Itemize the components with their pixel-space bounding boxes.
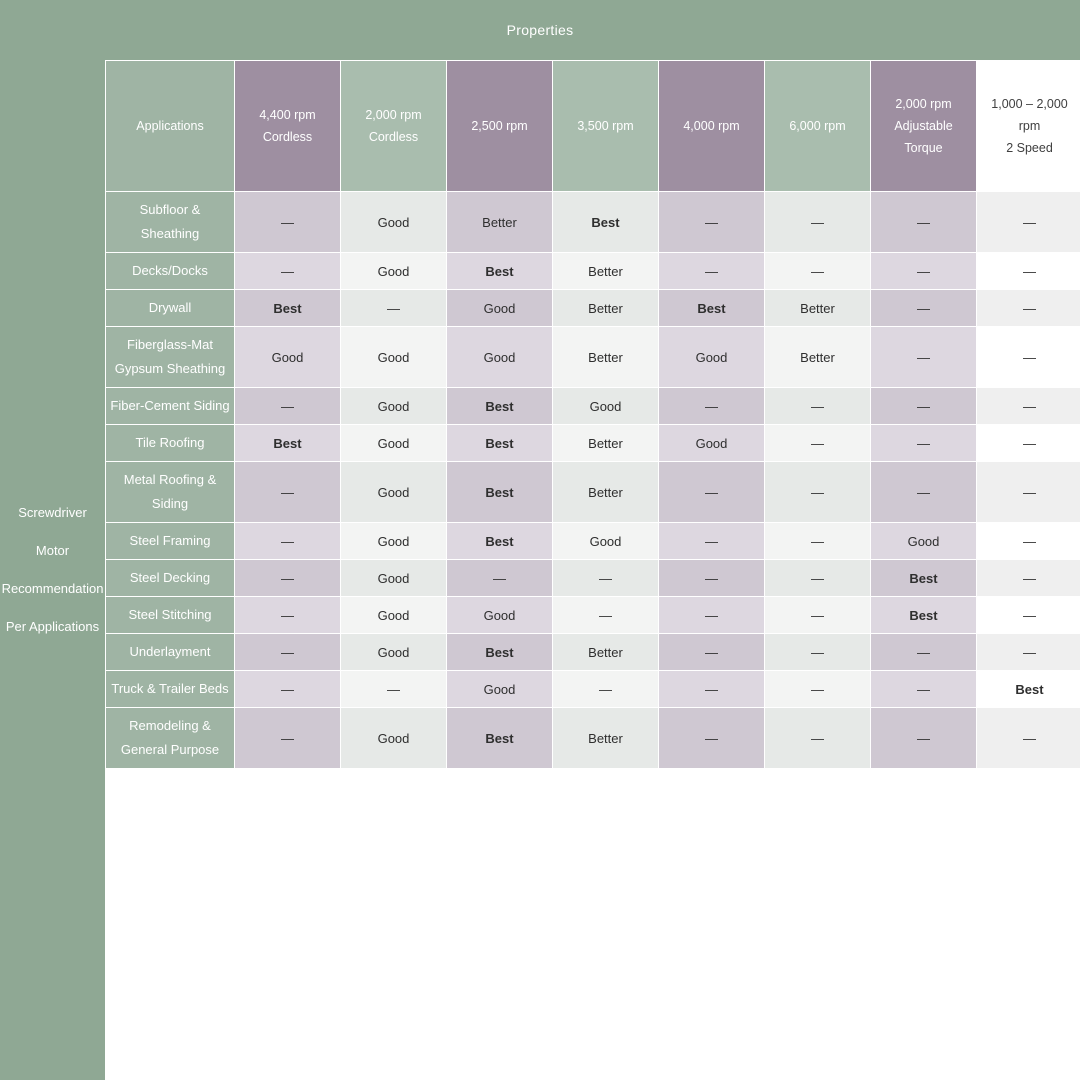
table-row [106,253,1080,290]
rating-value: — [599,570,612,586]
column-header-line: 4,400 rpm [259,108,316,122]
rating-value: — [811,533,824,549]
rating-value: — [705,214,718,230]
rating-value: — [705,681,718,697]
rating-value: Better [588,730,623,746]
rating-cell [235,708,341,769]
rating-cell [553,290,659,327]
rating-cell [871,462,977,523]
rating-value: — [281,214,294,230]
rating-cell [553,560,659,597]
rating-value: Best [485,730,514,746]
side-label-text: Screwdriver Motor Recommendation Per Applications [1,505,104,634]
rating-cell [871,597,977,634]
rating-value: — [705,533,718,549]
rating-cell [341,388,447,425]
rating-value: — [281,398,294,414]
rating-cell [765,425,871,462]
rating-cell [977,192,1080,253]
rating-value: — [599,681,612,697]
rating-cell [977,388,1080,425]
rating-cell [341,560,447,597]
rating-value: — [917,681,930,697]
rating-value: Best [697,300,726,316]
rating-value: Good [589,398,622,414]
rating-value: Good [483,607,516,623]
rating-value: — [281,607,294,623]
rating-cell [341,462,447,523]
rating-value: Best [909,570,938,586]
rating-value: Good [377,349,410,365]
table-body [106,192,1080,769]
rating-value: — [1023,484,1036,500]
table-row [106,462,1080,523]
rating-cell [553,597,659,634]
rating-value: — [387,300,400,316]
rating-value: — [917,398,930,414]
rating-value: Good [695,349,728,365]
row-label: Steel Stitching [106,597,235,634]
rating-cell [553,327,659,388]
rating-cell [447,523,553,560]
rating-value: — [917,730,930,746]
rating-cell [871,253,977,290]
rating-value: — [281,681,294,697]
applications-header: Applications [106,61,235,192]
rating-value: Better [588,484,623,500]
row-label: Drywall [106,290,235,327]
side-label [0,60,105,1080]
rating-value: — [705,644,718,660]
rating-cell [659,597,765,634]
rating-value: — [1023,263,1036,279]
rating-cell [765,523,871,560]
rating-cell [659,425,765,462]
rating-value: — [705,398,718,414]
rating-cell [341,597,447,634]
rating-value: Best [273,435,302,451]
column-header-6 [765,61,871,192]
table-row [106,290,1080,327]
rating-cell [447,327,553,388]
table-head [106,61,1080,192]
row-label: Steel Framing [106,523,235,560]
matrix-body [0,60,1080,1080]
rating-value: — [811,644,824,660]
rating-cell [447,560,553,597]
table-row [106,327,1080,388]
column-header-line: 3,500 rpm [577,119,634,133]
rating-value: — [1023,349,1036,365]
rating-cell [341,634,447,671]
rating-cell [659,290,765,327]
rating-value: — [917,435,930,451]
rating-value: — [705,570,718,586]
rating-value: — [281,644,294,660]
row-label: Remodeling & General Purpose [106,708,235,769]
rating-value: Good [483,349,516,365]
rating-cell [977,597,1080,634]
rating-cell [977,327,1080,388]
rating-cell [235,388,341,425]
rating-cell [447,671,553,708]
rating-value: — [281,730,294,746]
rating-value: Good [907,533,940,549]
column-header-line: Cordless [262,130,313,144]
rating-cell [235,192,341,253]
rating-cell [765,560,871,597]
rating-value: Good [271,349,304,365]
rating-cell [977,425,1080,462]
rating-cell [447,634,553,671]
rating-value: — [599,607,612,623]
rating-value: — [705,263,718,279]
recommendation-table [105,60,1080,769]
column-header-line: 2,000 rpm [895,97,952,111]
rating-value: — [917,300,930,316]
rating-value: — [1023,607,1036,623]
matrix-scroll-area [105,60,1080,1080]
rating-cell [447,597,553,634]
rating-value: — [811,214,824,230]
rating-value: — [917,263,930,279]
table-row [106,708,1080,769]
rating-cell [977,462,1080,523]
rating-cell [871,388,977,425]
column-header-line: 2,000 rpm [365,108,422,122]
rating-cell [235,671,341,708]
rating-cell [553,425,659,462]
rating-cell [235,634,341,671]
rating-cell [977,560,1080,597]
rating-cell [447,425,553,462]
rating-value: Best [485,533,514,549]
row-label: Subfloor & Sheathing [106,192,235,253]
rating-cell [235,560,341,597]
banner-title: Properties [506,22,574,38]
rating-value: Better [588,435,623,451]
column-header-3 [447,61,553,192]
rating-cell [553,708,659,769]
rating-cell [765,388,871,425]
rating-value: Best [485,435,514,451]
rating-value: — [1023,644,1036,660]
rating-value: — [1023,300,1036,316]
rating-value: — [811,263,824,279]
column-header-line: 4,000 rpm [683,119,740,133]
rating-value: Good [377,533,410,549]
rating-cell [659,671,765,708]
rating-value: Better [588,349,623,365]
rating-cell [447,192,553,253]
rating-cell [871,290,977,327]
rating-cell [341,192,447,253]
rating-value: Good [377,398,410,414]
rating-cell [235,597,341,634]
row-label: Decks/Docks [106,253,235,290]
rating-cell [765,253,871,290]
rating-value: Best [485,263,514,279]
rating-value: — [917,214,930,230]
rating-cell [659,462,765,523]
table-row [106,192,1080,253]
rating-cell [871,560,977,597]
rating-cell [765,290,871,327]
rating-value: — [917,644,930,660]
rating-cell [977,253,1080,290]
rating-value: Good [377,644,410,660]
rating-cell [447,462,553,523]
rating-cell [447,253,553,290]
rating-cell [765,597,871,634]
rating-cell [871,327,977,388]
header-row [106,61,1080,192]
rating-value: Good [377,484,410,500]
rating-value: Good [377,263,410,279]
rating-cell [871,671,977,708]
rating-value: Good [589,533,622,549]
rating-value: — [705,607,718,623]
rating-value: — [1023,533,1036,549]
rating-value: — [1023,398,1036,414]
rating-cell [977,290,1080,327]
rating-value: — [811,607,824,623]
column-header-2 [341,61,447,192]
rating-value: Best [485,484,514,500]
rating-value: Better [482,214,517,230]
rating-cell [977,671,1080,708]
rating-value: Good [377,730,410,746]
rating-value: — [811,570,824,586]
rating-cell [235,253,341,290]
rating-cell [341,708,447,769]
row-label: Tile Roofing [106,425,235,462]
rating-cell [871,523,977,560]
rating-value: Better [588,263,623,279]
rating-value: — [493,570,506,586]
rating-value: — [281,263,294,279]
rating-value: — [1023,214,1036,230]
rating-value: — [1023,435,1036,451]
rating-cell [659,388,765,425]
rating-cell [977,634,1080,671]
rating-value: — [917,349,930,365]
column-header-line: 2 Speed [1006,141,1053,155]
table-row [106,388,1080,425]
column-header-line: Adjustable Torque [894,119,953,155]
rating-cell [659,560,765,597]
rating-cell [659,192,765,253]
rating-cell [235,327,341,388]
rating-value: Good [377,214,410,230]
table-row [106,671,1080,708]
rating-value: Good [483,681,516,697]
column-header-4 [553,61,659,192]
rating-value: — [705,730,718,746]
rating-cell [235,290,341,327]
rating-cell [659,327,765,388]
rating-value: Better [800,349,835,365]
rating-value: — [281,570,294,586]
rating-value: Best [1015,681,1044,697]
row-label: Fiber-Cement Siding [106,388,235,425]
rating-cell [977,523,1080,560]
rating-cell [235,523,341,560]
table-row [106,523,1080,560]
rating-cell [235,425,341,462]
rating-value: Good [695,435,728,451]
rating-value: Best [909,607,938,623]
rating-value: Best [485,644,514,660]
rating-value: Better [800,300,835,316]
rating-value: — [1023,730,1036,746]
rating-cell [659,708,765,769]
table-row [106,425,1080,462]
rating-value: Better [588,644,623,660]
rating-cell [553,388,659,425]
rating-cell [341,253,447,290]
column-header-line: Cordless [368,130,419,144]
rating-value: — [811,484,824,500]
rating-cell [341,290,447,327]
row-label: Steel Decking [106,560,235,597]
rating-value: Best [273,300,302,316]
rating-value: Better [588,300,623,316]
column-header-5 [659,61,765,192]
table-row [106,560,1080,597]
row-label: Truck & Trailer Beds [106,671,235,708]
rating-cell [659,523,765,560]
rating-cell [341,425,447,462]
rating-cell [341,327,447,388]
rating-cell [977,708,1080,769]
rating-cell [553,523,659,560]
rating-cell [553,462,659,523]
column-header-8 [977,61,1080,192]
rating-value: — [811,681,824,697]
column-header-line: 1,000 – 2,000 rpm [991,97,1068,133]
row-label: Fiberglass-Mat Gypsum Sheathing [106,327,235,388]
rating-cell [447,388,553,425]
rating-value: — [917,484,930,500]
rating-cell [659,634,765,671]
column-header-line: 6,000 rpm [789,119,846,133]
rating-value: Good [377,435,410,451]
rating-cell [765,671,871,708]
row-label: Underlayment [106,634,235,671]
row-label: Metal Roofing & Siding [106,462,235,523]
rating-cell [871,192,977,253]
rating-cell [447,290,553,327]
rating-value: Good [377,570,410,586]
rating-value: Best [485,398,514,414]
rating-cell [765,192,871,253]
rating-cell [553,253,659,290]
rating-cell [659,253,765,290]
rating-value: — [1023,570,1036,586]
rating-cell [871,634,977,671]
rating-cell [765,708,871,769]
rating-value: — [811,398,824,414]
rating-cell [553,671,659,708]
column-header-7 [871,61,977,192]
rating-value: — [281,533,294,549]
rating-cell [553,634,659,671]
column-header-1 [235,61,341,192]
table-row [106,634,1080,671]
page-banner [0,0,1080,60]
rating-value: Good [377,607,410,623]
rating-cell [765,327,871,388]
rating-cell [235,462,341,523]
rating-value: Best [591,214,620,230]
rating-value: Good [483,300,516,316]
rating-cell [341,523,447,560]
rating-cell [765,462,871,523]
rating-value: — [811,435,824,451]
rating-cell [341,671,447,708]
table-row [106,597,1080,634]
rating-cell [871,425,977,462]
rating-cell [553,192,659,253]
rating-cell [765,634,871,671]
column-header-line: 2,500 rpm [471,119,528,133]
rating-cell [447,708,553,769]
rating-cell [871,708,977,769]
rating-value: — [705,484,718,500]
rating-value: — [811,730,824,746]
rating-value: — [281,484,294,500]
rating-value: — [387,681,400,697]
